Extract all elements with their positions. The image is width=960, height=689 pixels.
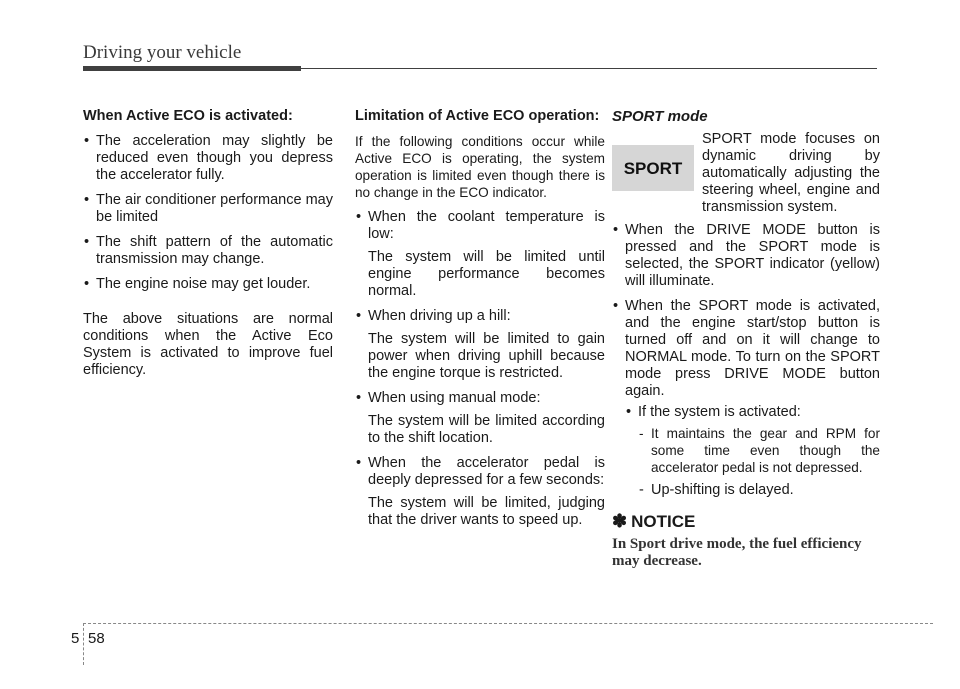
limitation-list xyxy=(355,209,605,529)
notice-icon: ✽ xyxy=(612,511,628,531)
column-limitations xyxy=(355,108,605,537)
sport-dash-list xyxy=(638,425,880,499)
list-item xyxy=(612,298,880,499)
sport-mode-description: SPORT mode focuses on dynamic driving by automatically adjusting the steering wheel, engine and transmission system. xyxy=(702,131,880,215)
notice-title: NOTICE xyxy=(631,512,696,531)
limitation-intro: If the following conditions occur while Active ECO is operating, the system operation is limited even though there is no change in the ECO indicator. xyxy=(355,134,605,200)
active-eco-paragraph: The above situations are normal conditions when the Active Eco System is activated to improve fuel efficiency. xyxy=(83,311,333,378)
column-sport-mode xyxy=(612,108,880,570)
list-item: - Up-shifting is delayed. xyxy=(638,482,880,499)
condition-desc: The system will be limited to gain power when driving uphill because the engine torque is restricted. xyxy=(368,331,605,381)
limitation-heading: Limitation of Active ECO operation: xyxy=(355,108,600,124)
notice-text: In Sport drive mode, the fuel efficiency may decrease. xyxy=(612,536,862,569)
condition-label: When the accelerator pedal is deeply depressed for a few seconds: xyxy=(368,455,605,488)
sport-mode-bullets xyxy=(612,222,880,499)
condition-desc: The system will be limited according to the shift location. xyxy=(368,413,605,446)
sport-intro-row xyxy=(612,131,880,216)
page-header-title: Driving your vehicle xyxy=(83,42,242,63)
list-item-text: When the SPORT mode is activated, and the engine start/stop button is turned off and on it will change to NORMAL mode. To turn on the SPORT mode press DRIVE MODE button again. xyxy=(625,298,880,399)
list-item xyxy=(355,308,605,382)
list-item: • The air conditioner performance may be limited xyxy=(83,192,333,226)
condition-desc: The system will be limited until engine performance becomes normal. xyxy=(368,249,605,299)
notice-heading xyxy=(612,513,880,530)
sport-sub-list xyxy=(625,404,880,499)
active-eco-bullets xyxy=(83,133,333,293)
header-rule-thin xyxy=(301,68,877,69)
header-rule-thick xyxy=(83,66,301,71)
list-item xyxy=(355,455,605,529)
list-item xyxy=(355,209,605,300)
footer-rule xyxy=(83,623,933,624)
footer-divider xyxy=(83,623,84,665)
chapter-number: 5 xyxy=(71,630,80,647)
active-eco-heading: When Active ECO is activated: xyxy=(83,108,293,124)
list-item: • The shift pattern of the automatic transmission may change. xyxy=(83,234,333,268)
page-number: 58 xyxy=(88,630,105,647)
sport-indicator-icon: SPORT xyxy=(612,145,694,191)
sub-bullet-text: If the system is activated: xyxy=(638,404,801,420)
list-item: • The engine noise may get louder. xyxy=(83,276,333,293)
condition-label: When driving up a hill: xyxy=(368,308,511,324)
list-item xyxy=(355,390,605,447)
list-item xyxy=(625,404,880,499)
column-active-eco xyxy=(83,108,333,387)
list-item: • The acceleration may slightly be reduced even though you depress the accelerator fully. xyxy=(83,133,333,184)
list-item: - It maintains the gear and RPM for some time even though the accelerator pedal is not depressed. xyxy=(638,425,880,476)
condition-label: When the coolant temperature is low: xyxy=(368,209,605,242)
condition-label: When using manual mode: xyxy=(368,390,541,406)
list-item: • When the DRIVE MODE button is pressed and the SPORT mode is selected, the SPORT indicator (yellow) will illuminate. xyxy=(612,222,880,290)
condition-desc: The system will be limited, judging that the driver wants to speed up. xyxy=(368,495,605,528)
sport-mode-title: SPORT mode xyxy=(612,108,708,125)
